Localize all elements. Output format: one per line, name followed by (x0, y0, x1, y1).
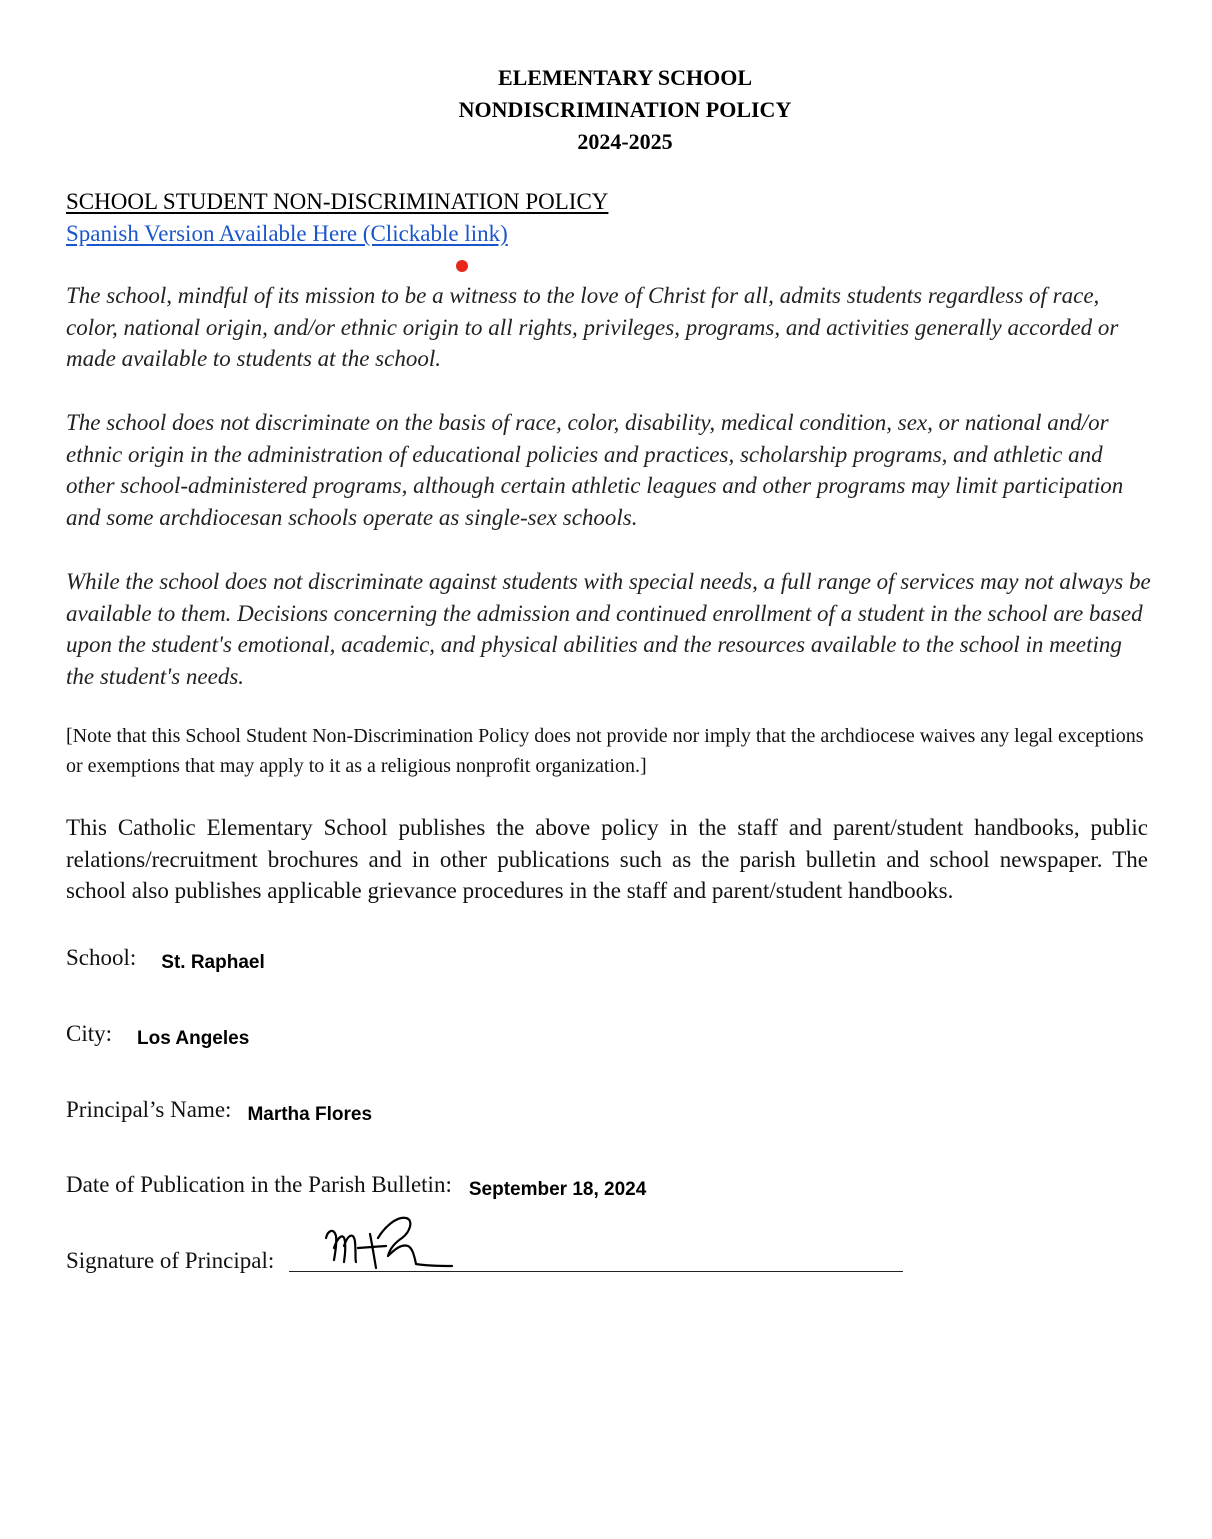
signature-field (66, 1245, 274, 1277)
principal-name-label: Principal’s Name: (66, 1097, 232, 1122)
school-field (66, 942, 265, 979)
publication-date-value[interactable]: September 18, 2024 (468, 1179, 647, 1200)
policy-paragraph-admission: The school, mindful of its mission to be a witness to the love of Christ for all, admits students regardless of race, color, national origin, and/or ethnic origin to all rights, privileges, programs, and activities generally accorded or made available to students at the school. (66, 283, 1119, 372)
handwritten-signature (318, 1208, 458, 1278)
title-line-policy: NONDISCRIMINATION POLICY (458, 97, 792, 122)
principal-name-field (66, 1094, 372, 1131)
city-label: City: (66, 1021, 113, 1046)
title-line-year: 2024-2025 (577, 129, 673, 154)
document-title (0, 62, 1212, 158)
school-label: School: (66, 945, 137, 970)
publication-statement: This Catholic Elementary School publishes the above policy in the staff and parent/student handbooks, public relations/recruitment brochures and in other publications such as the parish bulletin and school newspaper. The school also publishes applicable grievance procedures in the staff and parent/student handbooks. (66, 815, 1148, 904)
policy-heading: SCHOOL STUDENT NON-DISCRIMINATION POLICY (66, 189, 609, 214)
principal-name-value[interactable]: Martha Flores (247, 1104, 373, 1125)
publication-date-field (66, 1169, 646, 1206)
spanish-version-link[interactable]: Spanish Version Available Here (Clickable link) (66, 221, 508, 246)
publication-date-label: Date of Publication in the Parish Bulletin: (66, 1172, 452, 1197)
city-field (66, 1018, 249, 1055)
title-line-school: ELEMENTARY SCHOOL (497, 65, 753, 90)
city-value[interactable]: Los Angeles (137, 1028, 250, 1049)
cursor-marker-dot (456, 260, 468, 272)
policy-paragraph-special-needs: While the school does not discriminate against students with special needs, a full range of services may not always be available to them. Decisions concerning the admission and continued enrollment of a student in the school are based upon the student's emotional, academic, and physical abilities and the resources available to the school in meeting the student's needs. (66, 569, 1151, 690)
school-value[interactable]: St. Raphael (161, 952, 265, 973)
signature-label: Signature of Principal: (66, 1248, 275, 1273)
policy-paragraph-nondiscrimination: The school does not discriminate on the basis of race, color, disability, medical condition, sex, or national and/or ethnic origin in the administration of educational policies and practices, scholarship programs, and athletic and other school-administered programs, although certain athletic leagues and other programs may limit participation and some archdiocesan schools operate as single-sex schools. (66, 410, 1124, 531)
policy-note: [Note that this School Student Non-Discrimination Policy does not provide nor imply that the archdiocese waives any legal exceptions or exemptions that may apply to it as a religious nonprofit organization.] (66, 725, 1144, 777)
